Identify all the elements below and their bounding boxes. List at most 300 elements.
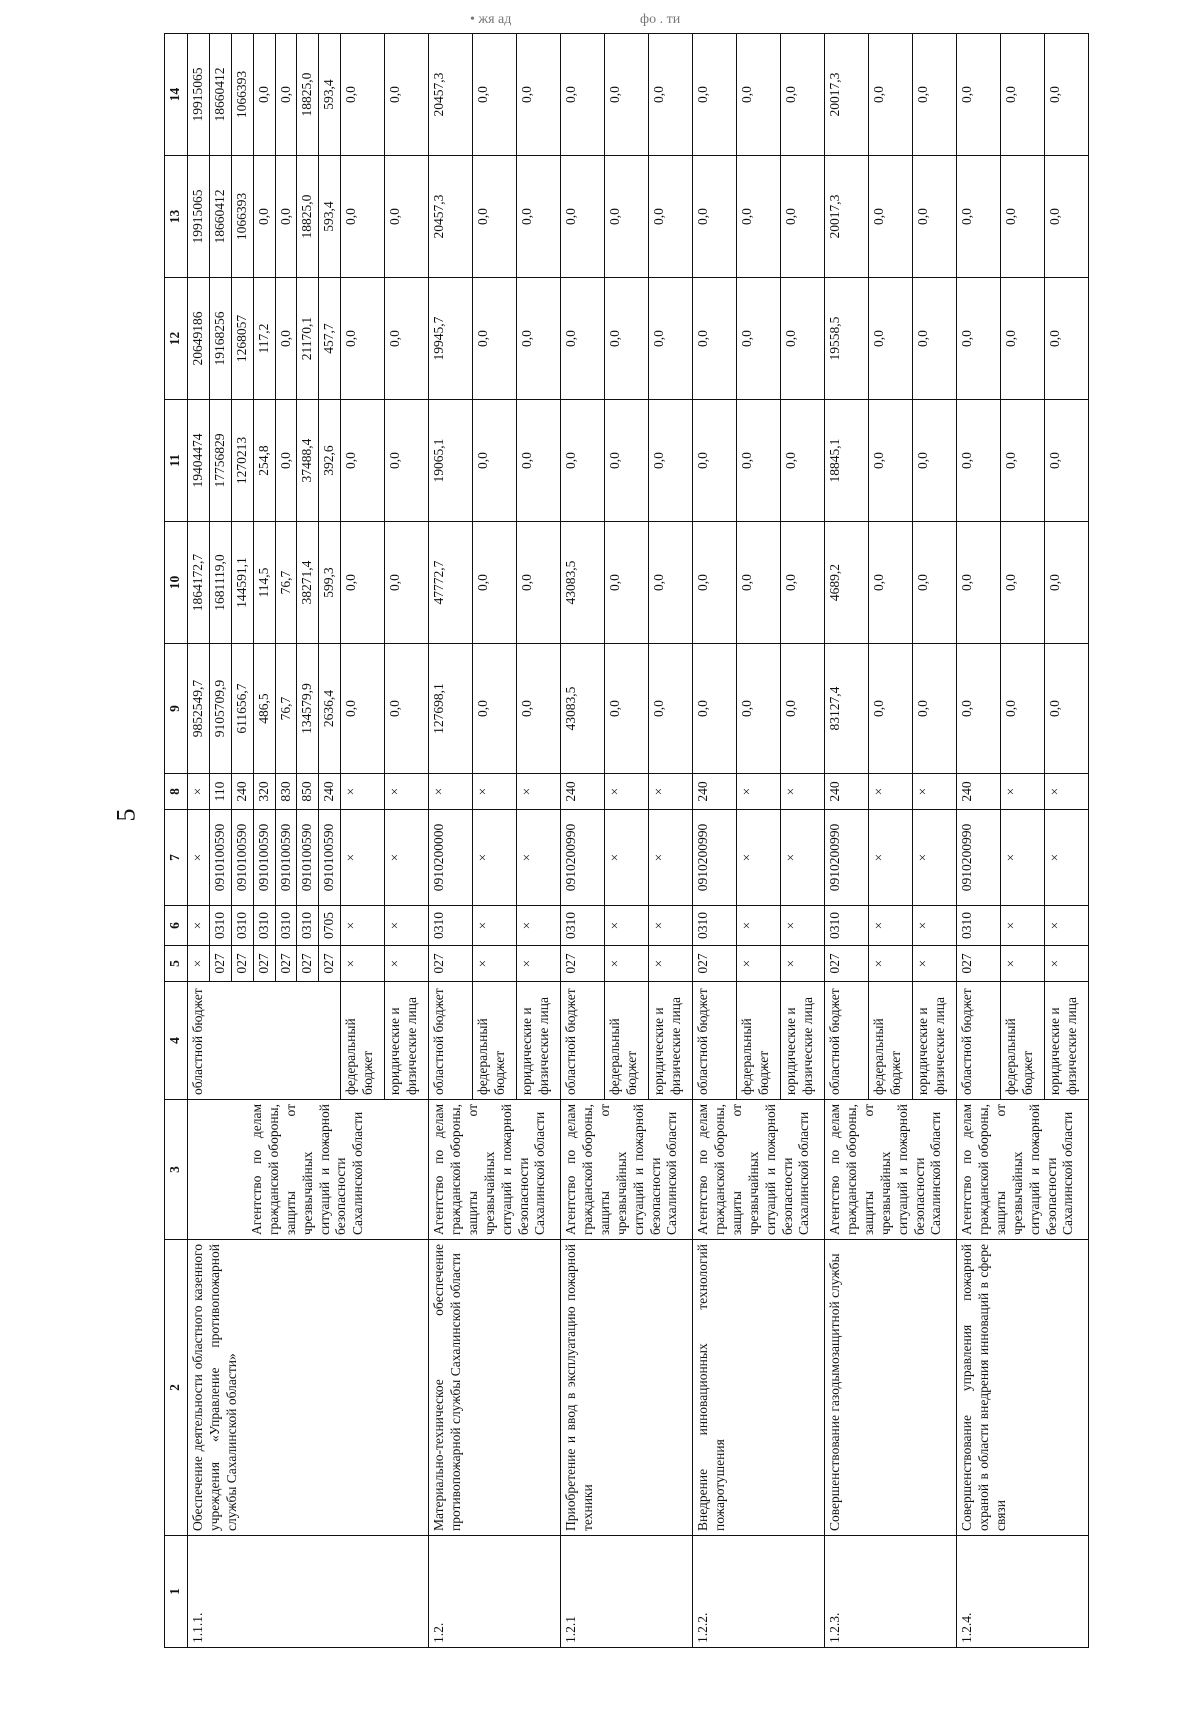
- value-cell: 0,0: [781, 400, 825, 522]
- value-cell: 0910100590: [231, 810, 253, 906]
- value-cell: ×: [473, 906, 517, 946]
- executor-cell: Агентство по делам гражданской обороны, защиты от чрезвычайных ситуаций и пожарной безопасности Сахалинской области: [825, 1100, 957, 1240]
- value-cell: 0,0: [517, 644, 561, 774]
- value-cell: ×: [869, 946, 913, 982]
- value-cell: 0,0: [913, 156, 957, 278]
- value-cell: 0,0: [781, 522, 825, 644]
- value-cell: 0910200990: [561, 810, 605, 906]
- value-cell: ×: [341, 906, 385, 946]
- value-cell: 1066393: [231, 156, 253, 278]
- value-cell: 117,2: [253, 278, 275, 400]
- value-cell: 392,6: [319, 400, 341, 522]
- value-cell: 0,0: [957, 278, 1001, 400]
- source-regional: областной бюджет: [693, 982, 737, 1100]
- column-header: 11: [165, 400, 188, 522]
- value-cell: 1270213: [231, 400, 253, 522]
- value-cell: 0,0: [341, 400, 385, 522]
- value-cell: 0,0: [869, 156, 913, 278]
- table-row: [561, 34, 605, 1648]
- value-cell: 0,0: [737, 522, 781, 644]
- table-row: [957, 34, 1001, 1648]
- value-cell: 0910100590: [253, 810, 275, 906]
- value-cell: 0,0: [385, 34, 429, 156]
- value-cell: ×: [913, 774, 957, 810]
- value-cell: ×: [188, 946, 210, 982]
- value-cell: 0,0: [473, 278, 517, 400]
- value-cell: 0,0: [605, 34, 649, 156]
- scan-artifact: • жя ад: [470, 12, 512, 27]
- value-cell: ×: [188, 906, 210, 946]
- value-cell: 0,0: [473, 156, 517, 278]
- value-cell: 0,0: [473, 34, 517, 156]
- value-cell: 0,0: [869, 400, 913, 522]
- value-cell: 0,0: [561, 278, 605, 400]
- value-cell: 18660412: [209, 156, 231, 278]
- value-cell: 830: [275, 774, 297, 810]
- value-cell: 18825,0: [297, 34, 319, 156]
- value-cell: 457,7: [319, 278, 341, 400]
- value-cell: 0,0: [957, 400, 1001, 522]
- row-number: 1.2.2.: [693, 1536, 825, 1648]
- value-cell: ×: [605, 946, 649, 982]
- value-cell: 20457,3: [429, 156, 473, 278]
- value-cell: 20649186: [188, 278, 210, 400]
- table-body: [188, 34, 1089, 1648]
- row-description: Совершенствование управления пожарной охраной в области внедрения инноваций в сфере связи: [957, 1240, 1089, 1536]
- value-cell: 0,0: [517, 34, 561, 156]
- value-cell: 0,0: [1001, 278, 1045, 400]
- value-cell: 1066393: [231, 34, 253, 156]
- source-legal: юридические и физические лица: [913, 982, 957, 1100]
- value-cell: 0,0: [869, 644, 913, 774]
- value-cell: 027: [253, 946, 275, 982]
- value-cell: ×: [737, 946, 781, 982]
- value-cell: 0,0: [275, 34, 297, 156]
- value-cell: 1681119,0: [209, 522, 231, 644]
- value-cell: 0,0: [781, 34, 825, 156]
- value-cell: 0,0: [737, 34, 781, 156]
- value-cell: 0,0: [649, 522, 693, 644]
- value-cell: 027: [957, 946, 1001, 982]
- value-cell: 0,0: [473, 400, 517, 522]
- value-cell: 0910100590: [297, 810, 319, 906]
- row-description: Внедрение инновационных технологий пожаротушения: [693, 1240, 825, 1536]
- value-cell: 19945,7: [429, 278, 473, 400]
- value-cell: 21170,1: [297, 278, 319, 400]
- value-cell: 0310: [429, 906, 473, 946]
- page-number: 5: [111, 808, 141, 822]
- value-cell: ×: [1045, 946, 1089, 982]
- table-row: [825, 34, 869, 1648]
- header-row: [165, 34, 188, 1648]
- value-cell: 0,0: [1001, 644, 1045, 774]
- value-cell: ×: [517, 810, 561, 906]
- value-cell: 20017,3: [825, 156, 869, 278]
- value-cell: 0,0: [517, 278, 561, 400]
- value-cell: 0,0: [517, 156, 561, 278]
- row-description: Совершенствование газодымозащитной службы: [825, 1240, 957, 1536]
- value-cell: ×: [869, 906, 913, 946]
- value-cell: 38271,4: [297, 522, 319, 644]
- value-cell: 0,0: [341, 34, 385, 156]
- value-cell: 0,0: [561, 156, 605, 278]
- value-cell: 0,0: [385, 522, 429, 644]
- column-header: 3: [165, 1100, 188, 1240]
- value-cell: 0910200990: [957, 810, 1001, 906]
- column-header: 7: [165, 810, 188, 906]
- value-cell: 027: [209, 946, 231, 982]
- value-cell: 0,0: [1045, 400, 1089, 522]
- value-cell: 0,0: [275, 156, 297, 278]
- value-cell: ×: [649, 946, 693, 982]
- value-cell: 1864172,7: [188, 522, 210, 644]
- row-description: Обеспечение деятельности областного казенного учреждения «Управление противопожарной службы Сахалинской области»: [188, 1240, 429, 1536]
- value-cell: ×: [429, 774, 473, 810]
- value-cell: 0,0: [913, 644, 957, 774]
- source-legal: юридические и физические лица: [781, 982, 825, 1100]
- value-cell: 0310: [297, 906, 319, 946]
- value-cell: 0,0: [781, 644, 825, 774]
- value-cell: 0310: [561, 906, 605, 946]
- value-cell: 20457,3: [429, 34, 473, 156]
- value-cell: 0,0: [561, 400, 605, 522]
- value-cell: 0,0: [1045, 522, 1089, 644]
- value-cell: 0310: [231, 906, 253, 946]
- value-cell: 0,0: [649, 400, 693, 522]
- source-regional: областной бюджет: [957, 982, 1001, 1100]
- column-header: 4: [165, 982, 188, 1100]
- value-cell: 0,0: [649, 34, 693, 156]
- value-cell: 027: [429, 946, 473, 982]
- value-cell: 0,0: [913, 34, 957, 156]
- value-cell: 0310: [693, 906, 737, 946]
- value-cell: 0,0: [341, 278, 385, 400]
- value-cell: 027: [561, 946, 605, 982]
- rotated-table-container: [164, 34, 1079, 1648]
- value-cell: ×: [517, 774, 561, 810]
- value-cell: ×: [188, 810, 210, 906]
- value-cell: 19915065: [188, 156, 210, 278]
- value-cell: 0,0: [957, 522, 1001, 644]
- column-header: 6: [165, 906, 188, 946]
- source-regional: областной бюджет: [825, 982, 869, 1100]
- value-cell: 76,7: [275, 644, 297, 774]
- value-cell: ×: [649, 906, 693, 946]
- value-cell: 027: [275, 946, 297, 982]
- value-cell: 20017,3: [825, 34, 869, 156]
- value-cell: ×: [781, 810, 825, 906]
- value-cell: 240: [693, 774, 737, 810]
- value-cell: 0,0: [1045, 278, 1089, 400]
- value-cell: 110: [209, 774, 231, 810]
- value-cell: 19065,1: [429, 400, 473, 522]
- value-cell: 0,0: [517, 522, 561, 644]
- value-cell: ×: [781, 906, 825, 946]
- value-cell: 0,0: [737, 644, 781, 774]
- value-cell: 0,0: [737, 156, 781, 278]
- value-cell: 18825,0: [297, 156, 319, 278]
- value-cell: 18660412: [209, 34, 231, 156]
- budget-table: [164, 33, 1089, 1648]
- value-cell: 0,0: [253, 34, 275, 156]
- value-cell: 0,0: [341, 522, 385, 644]
- row-number: 1.1.1.: [188, 1536, 429, 1648]
- value-cell: ×: [341, 946, 385, 982]
- value-cell: ×: [1045, 810, 1089, 906]
- value-cell: 0,0: [913, 400, 957, 522]
- value-cell: 0910200000: [429, 810, 473, 906]
- value-cell: 0,0: [693, 522, 737, 644]
- value-cell: 19168256: [209, 278, 231, 400]
- value-cell: ×: [473, 774, 517, 810]
- value-cell: ×: [737, 810, 781, 906]
- value-cell: 0,0: [605, 156, 649, 278]
- value-cell: 134579,9: [297, 644, 319, 774]
- value-cell: 240: [561, 774, 605, 810]
- value-cell: 9105709,9: [209, 644, 231, 774]
- row-number: 1.2.4.: [957, 1536, 1089, 1648]
- value-cell: 0,0: [341, 644, 385, 774]
- value-cell: 027: [693, 946, 737, 982]
- value-cell: ×: [649, 774, 693, 810]
- value-cell: 240: [825, 774, 869, 810]
- value-cell: ×: [781, 774, 825, 810]
- value-cell: 593,4: [319, 156, 341, 278]
- value-cell: ×: [517, 946, 561, 982]
- value-cell: 17756829: [209, 400, 231, 522]
- value-cell: 37488,4: [297, 400, 319, 522]
- value-cell: 0,0: [869, 34, 913, 156]
- value-cell: 0,0: [693, 400, 737, 522]
- value-cell: 0,0: [341, 156, 385, 278]
- value-cell: 0,0: [275, 278, 297, 400]
- value-cell: ×: [517, 906, 561, 946]
- value-cell: 83127,4: [825, 644, 869, 774]
- value-cell: 0,0: [781, 156, 825, 278]
- value-cell: 0,0: [385, 156, 429, 278]
- value-cell: ×: [188, 774, 210, 810]
- source-legal: юридические и физические лица: [649, 982, 693, 1100]
- value-cell: 47772,7: [429, 522, 473, 644]
- value-cell: ×: [1001, 774, 1045, 810]
- value-cell: 0,0: [957, 156, 1001, 278]
- value-cell: ×: [737, 774, 781, 810]
- value-cell: 114,5: [253, 522, 275, 644]
- column-header: 5: [165, 946, 188, 982]
- row-description: Материально-техническое обеспечение противопожарной службы Сахалинской области: [429, 1240, 561, 1536]
- value-cell: ×: [1001, 906, 1045, 946]
- value-cell: 027: [825, 946, 869, 982]
- value-cell: 0910100590: [319, 810, 341, 906]
- column-header: 8: [165, 774, 188, 810]
- value-cell: 0,0: [869, 278, 913, 400]
- source-federal: федеральный бюджет: [737, 982, 781, 1100]
- value-cell: 240: [319, 774, 341, 810]
- value-cell: 0,0: [693, 156, 737, 278]
- value-cell: 0,0: [605, 522, 649, 644]
- value-cell: 0,0: [1045, 34, 1089, 156]
- column-header: 14: [165, 34, 188, 156]
- column-header: 9: [165, 644, 188, 774]
- table-row: [188, 34, 210, 1648]
- value-cell: 611656,7: [231, 644, 253, 774]
- value-cell: 0,0: [275, 400, 297, 522]
- value-cell: 240: [957, 774, 1001, 810]
- source-federal: федеральный бюджет: [605, 982, 649, 1100]
- value-cell: ×: [913, 946, 957, 982]
- value-cell: 027: [319, 946, 341, 982]
- value-cell: 127698,1: [429, 644, 473, 774]
- value-cell: 0,0: [649, 644, 693, 774]
- row-number: 1.2.3.: [825, 1536, 957, 1648]
- value-cell: 027: [297, 946, 319, 982]
- value-cell: 0,0: [957, 34, 1001, 156]
- column-header: 10: [165, 522, 188, 644]
- executor-cell: Агентство по делам гражданской обороны, защиты от чрезвычайных ситуаций и пожарной безопасности Сахалинской области: [957, 1100, 1089, 1240]
- value-cell: 0,0: [693, 278, 737, 400]
- value-cell: 0,0: [1001, 156, 1045, 278]
- source-regional: областной бюджет: [561, 982, 605, 1100]
- value-cell: ×: [385, 774, 429, 810]
- executor-cell: Агентство по делам гражданской обороны, защиты от чрезвычайных ситуаций и пожарной безопасности Сахалинской области: [561, 1100, 693, 1240]
- value-cell: ×: [473, 810, 517, 906]
- value-cell: 0,0: [1001, 522, 1045, 644]
- value-cell: ×: [1001, 810, 1045, 906]
- value-cell: 0,0: [385, 400, 429, 522]
- value-cell: ×: [605, 810, 649, 906]
- column-header: 2: [165, 1240, 188, 1536]
- source-legal: юридические и физические лица: [385, 982, 429, 1100]
- column-header: 13: [165, 156, 188, 278]
- source-regional: областной бюджет: [188, 982, 341, 1100]
- value-cell: ×: [341, 810, 385, 906]
- source-legal: юридические и физические лица: [517, 982, 561, 1100]
- value-cell: 0,0: [869, 522, 913, 644]
- source-federal: федеральный бюджет: [341, 982, 385, 1100]
- value-cell: 0,0: [781, 278, 825, 400]
- value-cell: ×: [473, 946, 517, 982]
- value-cell: 144591,1: [231, 522, 253, 644]
- row-number: 1.2.: [429, 1536, 561, 1648]
- value-cell: 850: [297, 774, 319, 810]
- value-cell: 18845,1: [825, 400, 869, 522]
- value-cell: 0,0: [1001, 400, 1045, 522]
- value-cell: 0910100590: [275, 810, 297, 906]
- value-cell: 2636,4: [319, 644, 341, 774]
- source-federal: федеральный бюджет: [869, 982, 913, 1100]
- value-cell: 0910200990: [825, 810, 869, 906]
- value-cell: ×: [737, 906, 781, 946]
- value-cell: 0,0: [605, 644, 649, 774]
- table-row: [429, 34, 473, 1648]
- value-cell: 0,0: [1045, 644, 1089, 774]
- value-cell: ×: [869, 774, 913, 810]
- value-cell: 0910100590: [209, 810, 231, 906]
- value-cell: 43083,5: [561, 644, 605, 774]
- value-cell: 0,0: [473, 522, 517, 644]
- value-cell: 19404474: [188, 400, 210, 522]
- source-federal: федеральный бюджет: [1001, 982, 1045, 1100]
- value-cell: ×: [649, 810, 693, 906]
- value-cell: 1268057: [231, 278, 253, 400]
- value-cell: 599,3: [319, 522, 341, 644]
- value-cell: ×: [605, 906, 649, 946]
- value-cell: ×: [605, 774, 649, 810]
- row-description: Приобретение и ввод в эксплуатацию пожарной техники: [561, 1240, 693, 1536]
- value-cell: 0,0: [473, 644, 517, 774]
- source-regional: областной бюджет: [429, 982, 473, 1100]
- value-cell: 0,0: [561, 34, 605, 156]
- value-cell: 593,4: [319, 34, 341, 156]
- value-cell: 0,0: [649, 278, 693, 400]
- value-cell: 0310: [253, 906, 275, 946]
- value-cell: 19915065: [188, 34, 210, 156]
- value-cell: 19558,5: [825, 278, 869, 400]
- value-cell: 0,0: [693, 34, 737, 156]
- value-cell: 0,0: [913, 522, 957, 644]
- value-cell: 0,0: [913, 278, 957, 400]
- value-cell: 0,0: [517, 400, 561, 522]
- scan-artifact: фо . ти: [640, 12, 681, 27]
- value-cell: 0,0: [649, 156, 693, 278]
- column-header: 1: [165, 1536, 188, 1648]
- executor-cell: Агентство по делам гражданской обороны, защиты от чрезвычайных ситуаций и пожарной безопасности Сахалинской области: [429, 1100, 561, 1240]
- value-cell: ×: [1045, 774, 1089, 810]
- value-cell: 486,5: [253, 644, 275, 774]
- value-cell: 240: [231, 774, 253, 810]
- value-cell: ×: [385, 906, 429, 946]
- value-cell: 0910200990: [693, 810, 737, 906]
- column-header: 12: [165, 278, 188, 400]
- source-federal: федеральный бюджет: [473, 982, 517, 1100]
- value-cell: 320: [253, 774, 275, 810]
- value-cell: 4689,2: [825, 522, 869, 644]
- executor-cell: Агентство по делам гражданской обороны, защиты от чрезвычайных ситуаций и пожарной безопасности Сахалинской области: [693, 1100, 825, 1240]
- value-cell: 0,0: [1001, 34, 1045, 156]
- source-legal: юридические и физические лица: [1045, 982, 1089, 1100]
- value-cell: 027: [231, 946, 253, 982]
- value-cell: ×: [341, 774, 385, 810]
- value-cell: 0,0: [253, 156, 275, 278]
- value-cell: 0705: [319, 906, 341, 946]
- value-cell: 43083,5: [561, 522, 605, 644]
- table-row: [693, 34, 737, 1648]
- value-cell: 0,0: [693, 644, 737, 774]
- value-cell: 9852549,7: [188, 644, 210, 774]
- value-cell: 0,0: [605, 278, 649, 400]
- value-cell: 0310: [957, 906, 1001, 946]
- value-cell: ×: [781, 946, 825, 982]
- value-cell: ×: [913, 906, 957, 946]
- value-cell: 76,7: [275, 522, 297, 644]
- value-cell: ×: [1001, 946, 1045, 982]
- executor-cell: Агентство по делам гражданской обороны, защиты от чрезвычайных ситуаций и пожарной безопасности Сахалинской области: [188, 1100, 429, 1240]
- value-cell: 0,0: [385, 278, 429, 400]
- row-number: 1.2.1: [561, 1536, 693, 1648]
- value-cell: ×: [1045, 906, 1089, 946]
- value-cell: 0,0: [1045, 156, 1089, 278]
- value-cell: ×: [913, 810, 957, 906]
- value-cell: 0,0: [737, 278, 781, 400]
- value-cell: 254,8: [253, 400, 275, 522]
- value-cell: 0,0: [737, 400, 781, 522]
- value-cell: 0310: [825, 906, 869, 946]
- value-cell: ×: [869, 810, 913, 906]
- value-cell: 0310: [209, 906, 231, 946]
- value-cell: 0310: [275, 906, 297, 946]
- value-cell: 0,0: [385, 644, 429, 774]
- value-cell: ×: [385, 810, 429, 906]
